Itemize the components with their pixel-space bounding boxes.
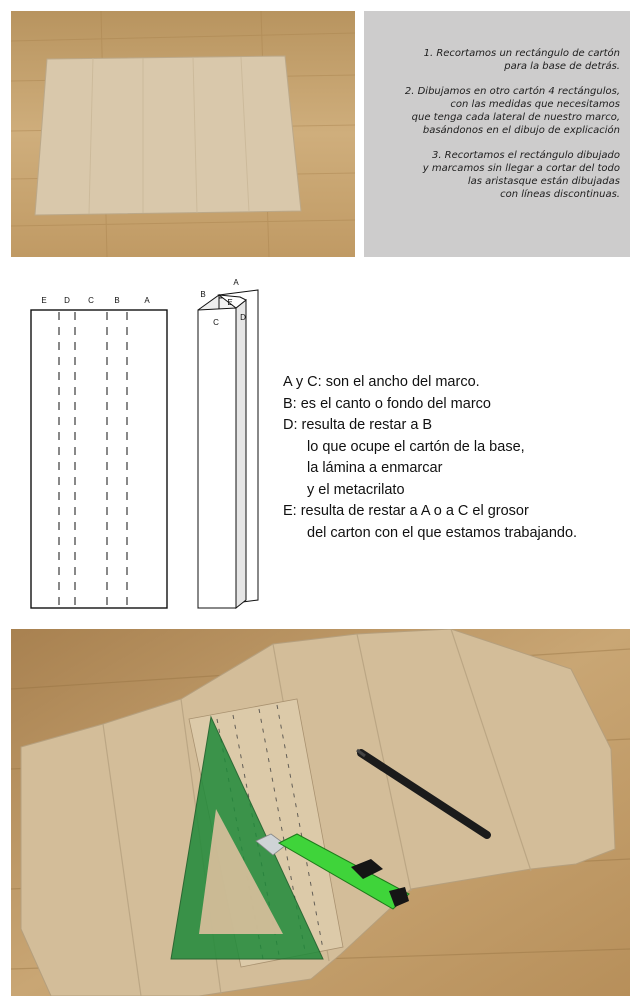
step-text: y marcamos sin llegar a cortar del todo: [422, 163, 620, 174]
step-2: [374, 85, 620, 137]
flat-pattern: [31, 296, 167, 608]
step-text: con las medidas que necesitamos: [450, 99, 620, 110]
folded-label-a: A: [233, 278, 239, 287]
photo-cardboard-base: [11, 11, 355, 257]
folded-label-c: C: [213, 318, 219, 327]
step-text: para la base de detrás.: [504, 61, 620, 72]
flat-label-b: B: [114, 296, 120, 305]
legend-line: A y C: son el ancho del marco.: [283, 374, 480, 390]
step-1: [374, 47, 620, 73]
folded-piece: [198, 290, 258, 608]
step-text: 1. Recortamos un rectángulo de cartón: [423, 48, 620, 59]
flat-label-c: C: [88, 296, 94, 305]
folded-label-d: D: [240, 313, 246, 322]
step-text: 3. Recortamos el rectángulo dibujado: [431, 150, 620, 161]
legend-line: y el metacrilato: [307, 481, 405, 498]
legend-line: del carton con el que estamos trabajando.: [307, 524, 578, 541]
legend-line: la lámina a enmarcar: [307, 460, 443, 476]
step-text: las aristasque están dibujadas: [467, 176, 620, 187]
instructions-panel: [364, 11, 630, 257]
step-text: que tenga cada lateral de nuestro marco,: [411, 112, 620, 123]
step-3: [374, 149, 620, 201]
flat-label-d: D: [64, 296, 70, 305]
folded-label-b: B: [200, 290, 206, 299]
step-text: 2. Dibujamos en otro cartón 4 rectángulos,: [404, 86, 620, 97]
folded-label-e: E: [227, 298, 233, 307]
step-text: basándonos en el dibujo de explicación: [422, 125, 620, 136]
legend-line: E: resulta de restar a A o a C el grosor: [283, 503, 529, 519]
legend-line: D: resulta de restar a B: [283, 417, 433, 433]
step-text: con líneas discontinuas.: [500, 189, 620, 200]
flat-label-e: E: [41, 296, 47, 305]
legend-line: lo que ocupe el cartón de la base,: [307, 438, 525, 455]
diagram-legend: [283, 372, 623, 544]
photo-marked-cardboard: [11, 629, 630, 996]
flat-label-a: A: [144, 296, 150, 305]
legend-line: B: es el canto o fondo del marco: [283, 395, 491, 412]
